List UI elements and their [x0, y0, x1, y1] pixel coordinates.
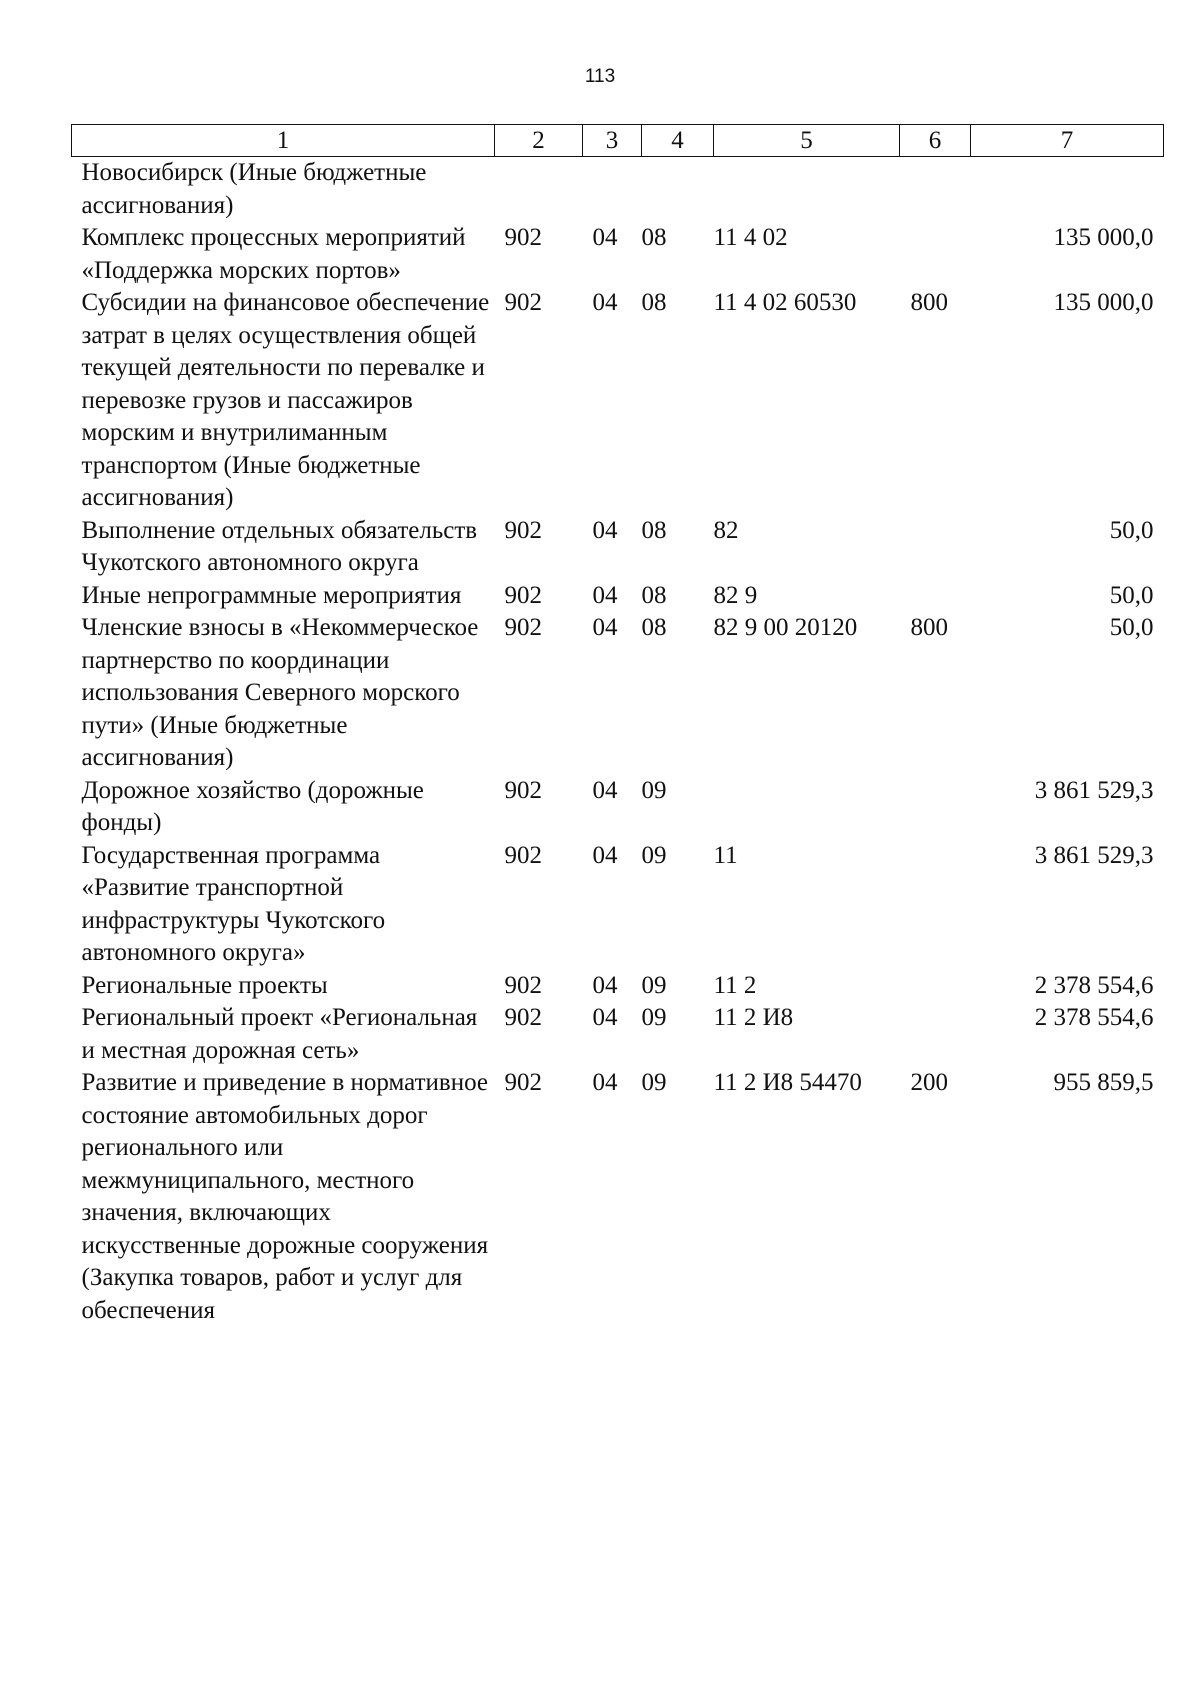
- row-target-article: 11: [713, 841, 738, 869]
- row-target-article: 11 2: [713, 971, 757, 999]
- row-subsection: 08: [641, 224, 667, 251]
- table-header: [72, 125, 1164, 157]
- row-subsection: 08: [641, 289, 667, 316]
- row-section: [583, 157, 642, 223]
- header-row: [72, 125, 1164, 157]
- row-target-article: [714, 775, 900, 840]
- table-row: [72, 222, 1164, 287]
- row-subsection: 08: [641, 614, 667, 641]
- row-subsection: [642, 157, 714, 223]
- table-row: [72, 157, 1164, 223]
- header-cell-6: 6: [900, 125, 971, 157]
- header-cell-5: 5: [714, 125, 900, 157]
- row-ministry-code: 902: [504, 776, 542, 804]
- row-expense-type: 800: [910, 614, 948, 641]
- table-row: [72, 612, 1164, 775]
- row-ministry-code: 902: [504, 614, 542, 641]
- row-amount: 3 861 529,3: [1034, 776, 1154, 804]
- row-amount: 955 859,5: [1053, 1069, 1154, 1096]
- row-name: Государственная программа «Развитие транспортной инфраструктуры Чукотского автономного округа»: [81, 841, 386, 966]
- row-section: 04: [592, 841, 618, 869]
- row-ministry-code: 902: [504, 971, 542, 999]
- budget-table: [71, 124, 1164, 1327]
- row-section: 04: [592, 224, 618, 251]
- row-section: 04: [592, 289, 618, 316]
- header-cell-7: 7: [971, 125, 1164, 157]
- row-amount: 2 378 554,6: [1034, 971, 1154, 999]
- header-cell-4: 4: [642, 125, 714, 157]
- table-row: [72, 580, 1164, 613]
- table-row: [72, 1002, 1164, 1067]
- row-amount: 135 000,0: [1053, 289, 1154, 316]
- row-expense-type: [900, 1002, 971, 1067]
- row-ministry-code: 902: [504, 289, 542, 316]
- row-amount: 50,0: [1109, 516, 1154, 544]
- row-amount: 135 000,0: [1053, 224, 1154, 251]
- row-section: 04: [592, 1069, 618, 1096]
- row-target-article: 11 4 02 60530: [713, 289, 857, 316]
- row-section: 04: [592, 971, 618, 999]
- row-ministry-code: 902: [504, 224, 542, 251]
- row-section: 04: [592, 614, 618, 641]
- row-expense-type: [900, 580, 971, 613]
- row-section: 04: [592, 581, 618, 609]
- row-amount: 50,0: [1109, 614, 1154, 641]
- row-ministry-code: 902: [504, 841, 542, 869]
- row-amount: 2 378 554,6: [1034, 1004, 1154, 1031]
- row-subsection: 08: [641, 516, 667, 544]
- table-row: [72, 1067, 1164, 1327]
- row-section: 04: [592, 776, 618, 804]
- row-subsection: 09: [641, 1069, 667, 1096]
- row-ministry-code: [495, 157, 583, 223]
- row-expense-type: [900, 775, 971, 840]
- row-name: Комплекс процессных мероприятий «Поддержка морских портов»: [81, 224, 466, 284]
- row-amount: 3 861 529,3: [1034, 841, 1154, 869]
- table-row: [72, 970, 1164, 1003]
- table-row: [72, 515, 1164, 580]
- row-expense-type: [900, 840, 971, 970]
- row-expense-type: [900, 970, 971, 1003]
- header-cell-2: 2: [495, 125, 583, 157]
- header-cell-3: 3: [583, 125, 642, 157]
- row-name: Дорожное хозяйство (дорожные фонды): [81, 776, 424, 836]
- row-subsection: 09: [641, 776, 667, 804]
- row-section: 04: [592, 516, 618, 544]
- row-name: Субсидии на финансовое обеспечение затрат в целях осуществления общей текущей деятельности по перевалке и перевозке грузов и пассажиров морским и внутрилиманным транспортом (Иные бюджетные ассигнования): [81, 289, 490, 511]
- row-section: 04: [592, 1004, 618, 1031]
- row-name: Выполнение отдельных обязательств Чукотского автономного округа: [81, 516, 478, 576]
- row-amount: [971, 157, 1164, 223]
- row-expense-type: 800: [910, 289, 948, 316]
- row-name: Новосибирск (Иные бюджетные ассигнования): [81, 159, 427, 219]
- row-expense-type: [900, 222, 971, 287]
- table-row: [72, 840, 1164, 970]
- row-name: Развитие и приведение в нормативное состояние автомобильных дорог регионального или межмуниципального, местного значения, включающих искусственные дорожные сооружения (Закупка товаров, работ и услуг для обеспечения: [81, 1069, 489, 1324]
- row-name: Региональный проект «Региональная и местная дорожная сеть»: [81, 1004, 478, 1064]
- row-target-article: 11 2 И8 54470: [713, 1069, 862, 1096]
- table-body: [72, 157, 1164, 1328]
- row-target-article: 11 4 02: [713, 224, 788, 251]
- page-number: 113: [584, 66, 616, 87]
- row-ministry-code: 902: [504, 1069, 542, 1096]
- header-cell-1: 1: [72, 125, 495, 157]
- row-target-article: 82 9 00 20120: [713, 614, 858, 641]
- row-ministry-code: 902: [504, 581, 542, 609]
- row-name: Иные непрограммные мероприятия: [81, 581, 462, 609]
- row-ministry-code: 902: [504, 516, 542, 544]
- row-subsection: 09: [641, 1004, 667, 1031]
- row-subsection: 09: [641, 841, 667, 869]
- row-expense-type: [900, 157, 971, 223]
- row-name: Региональные проекты: [81, 971, 328, 999]
- row-target-article: 82: [713, 516, 739, 544]
- row-target-article: 82 9: [713, 581, 758, 609]
- table-row: [72, 287, 1164, 515]
- row-subsection: 09: [641, 971, 667, 999]
- row-amount: 50,0: [1109, 581, 1154, 609]
- row-ministry-code: 902: [504, 1004, 542, 1031]
- row-name: Членские взносы в «Некоммерческое партнерство по координации использования Северного морского пути» (Иные бюджетные ассигнования): [81, 614, 479, 771]
- table-row: [72, 775, 1164, 840]
- row-expense-type: 200: [910, 1069, 948, 1096]
- row-target-article: [714, 157, 900, 223]
- row-expense-type: [900, 515, 971, 580]
- row-target-article: 11 2 И8: [713, 1004, 794, 1031]
- row-subsection: 08: [641, 581, 667, 609]
